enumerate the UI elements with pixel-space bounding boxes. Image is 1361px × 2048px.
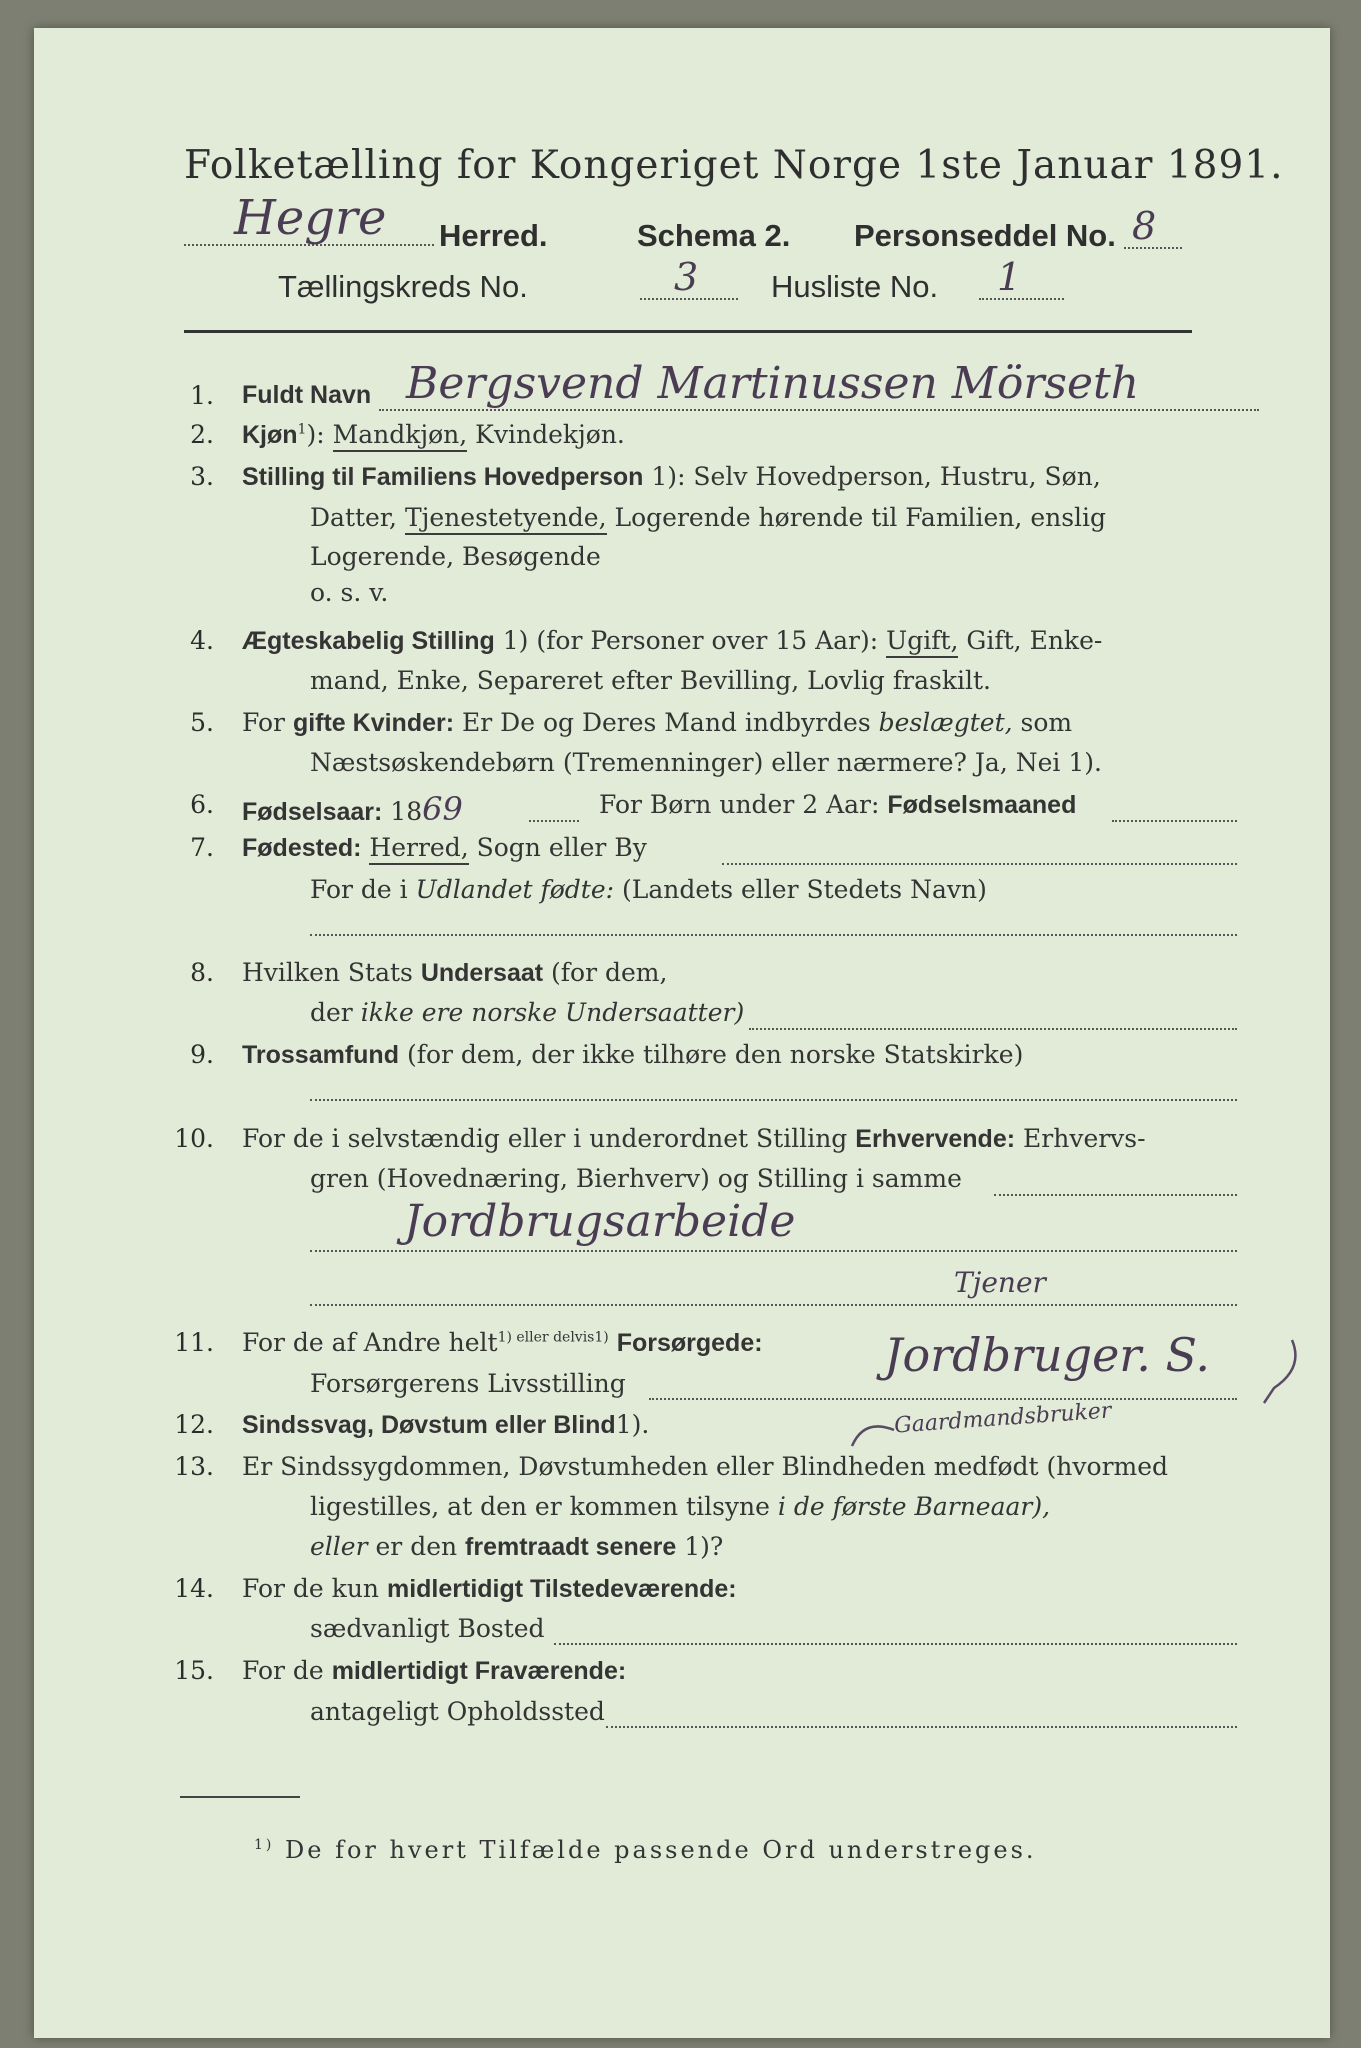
item-11-forsorgede: Forsørgede: [616,1329,763,1357]
item-2-label-text: Kjøn [242,421,298,449]
item-2-num: 2. [190,420,214,449]
item-12-num: 12. [174,1410,214,1439]
footnote-text: De for hvert Tilfælde passende Ord understreges. [285,1836,1037,1864]
item-6-label: Fødselsaar: [242,798,383,826]
item-9-label: Trossamfund [242,1041,399,1069]
item-2-sep: ): [306,420,325,449]
item-7-line2 [310,875,987,904]
item-7-rest: Sogn eller By [476,833,647,862]
item-13-line2b: i de første Barneaar), [777,1492,1051,1521]
item-8-line2 [310,998,744,1027]
item-11-value: Jordbruger. S. [884,1328,1210,1382]
footnote-mark: 1) [254,1837,275,1853]
item-10-erhvervende: Erhvervende: [855,1125,1016,1153]
census-form [34,28,1330,2038]
item-8-line1 [242,958,667,988]
item-9-text: (for dem, der ikke tilhøre den norske Statskirke) [406,1040,1024,1069]
item-3-line2 [310,503,1106,532]
item-2-opt-mandkjon: Mandkjøn, [333,420,468,452]
item-10-line-b [310,1250,1237,1252]
item-11-line [649,1398,1237,1400]
item-6-text [599,790,1076,820]
herred-label: Herred. [439,218,548,253]
item-4-line1 [242,626,1102,656]
item-4-label: Ægteskabelig Stilling [242,627,495,655]
item-8-line1c: (for dem, [551,958,668,987]
item-3-line4: o. s. v. [310,578,389,607]
form-title: Folketælling for Kongeriget Norge 1ste Januar 1891. [184,143,1284,188]
item-5-num: 5. [190,708,214,737]
item-15-label: midlertidigt Fraværende: [331,1657,627,1685]
item-6-line [242,790,463,828]
item-11-line1a: For de af Andre helt [242,1328,498,1357]
item-11-line1c: 1) [594,1329,609,1346]
item-5-som: som [1020,708,1073,737]
item-10-line1a: For de i selvstændig eller i underordnet Stilling [242,1124,848,1153]
kreds-line [640,298,738,300]
item-9-line-b [310,1099,1237,1101]
item-15-line [606,1726,1237,1728]
item-15-num: 15. [174,1656,214,1685]
header-rule [184,330,1192,333]
item-4-ugift: Ugift, [886,626,958,658]
item-7-line2a: For de i [310,875,408,904]
item-14-line1 [242,1574,737,1604]
item-9-line [242,1040,1023,1070]
item-1-num: 1. [190,381,214,410]
personseddel-value: 8 [1132,204,1157,248]
item-1-value: Bergsvend Martinussen Mörseth [406,358,1140,409]
kreds-value: 3 [674,255,699,299]
item-14-num: 14. [174,1574,214,1603]
item-8-line [749,1028,1237,1030]
item-13-num: 13. [174,1452,214,1481]
item-4-num: 4. [190,626,214,655]
item-10-line1c: Erhvervs- [1023,1124,1146,1153]
item-3-line1-rest: 1): Selv Hovedperson, Hustru, Søn, [651,462,1101,491]
herred-value: Hegre [234,190,387,246]
footnote [254,1836,1037,1864]
item-8-num: 8. [190,958,214,987]
item-3-num: 3. [190,462,214,491]
item-12-sup: 1). [615,1410,650,1439]
schema-label: Schema 2. [637,218,791,253]
item-3-line2-rest: Logerende hørende til Familien, enslig [614,503,1107,532]
item-12-label: Sindssvag, Døvstum eller Blind [242,1411,616,1439]
item-10-value-1: Jordbrugsarbeide [404,1196,796,1247]
item-3-line1 [242,462,1101,492]
item-4-line1a: 1) (for Personer over 15 Aar): [502,626,879,655]
personseddel-label: Personseddel No. [854,218,1116,253]
footnote-rule [180,1796,300,1798]
item-2-sup: 1 [297,421,307,438]
item-7-herred: Herred, [369,833,468,865]
item-8-der: der [310,998,353,1027]
item-14-line [554,1643,1237,1645]
item-15-line1a: For de [242,1656,324,1685]
item-7-line-b [310,934,1237,936]
item-13-line3d: 1)? [684,1532,724,1561]
item-13-line3 [310,1532,723,1562]
item-7-num: 7. [190,833,214,862]
husliste-line [979,298,1064,300]
item-6-text-a: For Børn under 2 Aar: [599,790,880,819]
item-11-line1 [242,1328,763,1358]
item-5-for: For [242,708,285,737]
item-7-udlandet: Udlandet [415,875,533,904]
item-10-line1 [242,1124,1146,1154]
item-3-tjenestetyende: Tjenestetyende, [405,503,607,535]
item-2-label [242,420,625,450]
item-8-line2b: ikke ere norske Undersaatter) [360,998,745,1027]
item-14-line2: sædvanligt Bosted [310,1614,545,1643]
item-6-value: 69 [422,790,463,828]
item-6-line-b [1112,820,1237,822]
item-5-line1 [242,708,1072,738]
item-10-line-a [994,1194,1237,1196]
item-10-line-c [310,1304,1237,1306]
item-13-line2 [310,1492,1050,1521]
item-13-line1: Er Sindssygdommen, Døvstumheden eller Blindheden medfødt (hvormed [242,1452,1169,1481]
item-5-beslaegtet: beslægtet, [878,708,1013,737]
item-15-line1 [242,1656,626,1686]
item-4-line1c: Gift, Enke- [966,626,1103,655]
item-7-label: Fødested: [242,834,362,862]
item-10-value-2: Tjener [954,1266,1046,1299]
item-2-opt-kvindekjon: Kvindekjøn. [475,420,625,449]
item-12-value: Gaardmandsbruker [893,1398,1113,1439]
item-6-label2: Fødselsmaaned [887,791,1077,819]
item-10-line2: gren (Hovednæring, Bierhverv) og Stilling i samme [310,1164,962,1193]
item-1-line [379,409,1259,411]
item-12-line [242,1410,649,1440]
item-8-line1a: Hvilken Stats [242,958,413,987]
husliste-label: Husliste No. [771,269,939,304]
item-13-line2a: ligestilles, at den er kommen tilsyne [310,1492,770,1521]
item-7-line-a [722,863,1237,865]
personseddel-line [1124,247,1182,249]
item-3-datter: Datter, [310,503,397,532]
item-6-prefix: 18 [390,797,423,826]
kreds-label: Tællingskreds No. [278,269,528,304]
item-6-num: 6. [190,790,214,819]
item-14-label: midlertidigt Tilstedeværende: [386,1575,737,1603]
item-8-undersaat: Undersaat [420,959,544,987]
item-5-line1c: Er De og Deres Mand indbyrdes [462,708,871,737]
item-7-fodte: fødte: [540,875,615,904]
item-13-line3b: er den [375,1532,458,1561]
item-7-line2d: (Landets eller Stedets Navn) [622,875,987,904]
item-3-line3: Logerende, Besøgende [310,542,601,571]
item-13-eller: eller [310,1532,368,1561]
item-5-label: gifte Kvinder: [292,709,455,737]
item-4-line2: mand, Enke, Separeret efter Bevilling, Lovlig fraskilt. [310,666,991,695]
item-14-line1a: For de kun [242,1574,380,1603]
item-11-line2: Forsørgerens Livsstilling [310,1369,626,1398]
item-9-num: 9. [190,1040,214,1069]
item-7-line1 [242,833,647,863]
item-10-num: 10. [174,1124,214,1153]
item-11-line1b: 1) eller delvis [497,1329,595,1346]
husliste-value: 1 [997,255,1022,299]
item-13-fremtraadt: fremtraadt senere [465,1533,677,1561]
item-3-label: Stilling til Familiens Hovedperson [242,463,644,491]
item-6-line-a [529,820,579,822]
item-15-line2: antageligt Opholdssted [310,1697,605,1726]
item-11-num: 11. [174,1328,214,1357]
item-5-line2: Næstsøskendebørn (Tremenninger) eller nærmere? Ja, Nei 1). [310,748,1102,777]
item-1-label: Fuldt Navn [242,381,372,409]
